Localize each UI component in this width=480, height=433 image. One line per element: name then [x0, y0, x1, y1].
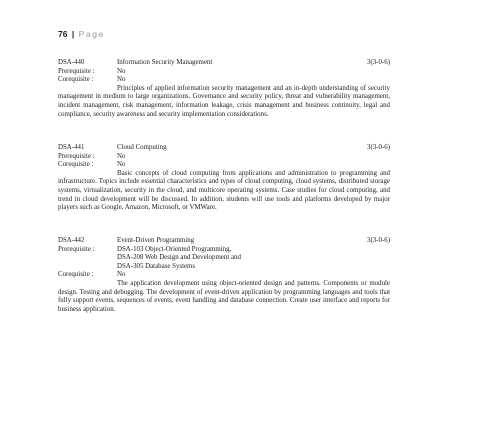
page-label: Page — [78, 29, 105, 39]
corequisite-value: No — [117, 271, 126, 279]
prerequisite-continuation — [58, 254, 390, 263]
prerequisite-value: DSA-208 Web Design and Development and — [117, 254, 241, 262]
corequisite-row — [58, 161, 390, 170]
corequisite-row — [58, 271, 390, 280]
prerequisite-value: No — [117, 67, 126, 75]
corequisite-label: Corequisite : — [58, 76, 94, 84]
course-credits: 3(3-0-6) — [367, 59, 390, 66]
corequisite-value: No — [117, 161, 126, 169]
course-dsa-442 — [58, 237, 390, 314]
course-heading — [58, 237, 390, 246]
prerequisite-label: Prerequisite : — [58, 67, 95, 75]
prerequisite-row — [58, 246, 390, 255]
prerequisite-value: DSA-103 Object-Oriented Programming, — [117, 245, 232, 253]
course-title: Cloud Computing — [117, 144, 167, 151]
course-title: Information Security Management — [117, 59, 213, 66]
course-dsa-440 — [58, 59, 390, 119]
course-description: Basic concepts of cloud computing from applications and administration to programming and infrastructure. Topics include essential characteristics and types of cloud computing, cloud systems, distributed storage systems, virtualization, security in the cloud, and multicore operating systems. Case studies for cloud computing, and trend in cloud development will be discussed. In addition, students will use tools and platforms developed by major players such as Google, Amazon, Microsoft, or VMWare. — [58, 169, 390, 212]
prerequisite-label: Prerequisite : — [58, 152, 95, 160]
course-heading — [58, 59, 390, 68]
prerequisite-value: DSA-305 Database Systems — [117, 262, 196, 270]
prerequisite-row — [58, 153, 390, 162]
course-dsa-441 — [58, 144, 390, 213]
course-credits: 3(3-0-6) — [367, 237, 390, 244]
corequisite-value: No — [117, 76, 126, 84]
page-header — [58, 29, 105, 39]
course-code: DSA-442 — [58, 237, 85, 244]
corequisite-row — [58, 76, 390, 85]
page-separator: | — [71, 29, 75, 39]
course-credits: 3(3-0-6) — [367, 144, 390, 151]
prerequisite-value: No — [117, 152, 126, 160]
course-description: Principles of applied information security management and an in-depth understanding of security management in medium to large organizations. Governance and security policy, threat and vulnerability management, incident management, risk management, information leakage, crisis management and business continuity, legal and compliance, security awareness and security implementation considerations. — [58, 84, 390, 118]
page-number: 76 — [58, 29, 68, 39]
course-heading — [58, 144, 390, 153]
prerequisite-label: Prerequisite : — [58, 245, 95, 253]
course-description: The application development using object-oriented design and patterns. Components or module design. Testing and debugging. The development of event-driven application by programming languages and tools that fully support events, sequences of events, event handling and database connection. Create user interface and reports for business application. — [58, 279, 390, 313]
prerequisite-continuation — [58, 263, 390, 272]
course-code: DSA-440 — [58, 59, 85, 66]
corequisite-label: Corequisite : — [58, 271, 94, 279]
prerequisite-row — [58, 68, 390, 77]
course-code: DSA-441 — [58, 144, 85, 151]
corequisite-label: Corequisite : — [58, 161, 94, 169]
course-title: Event-Driven Programming — [117, 237, 195, 244]
